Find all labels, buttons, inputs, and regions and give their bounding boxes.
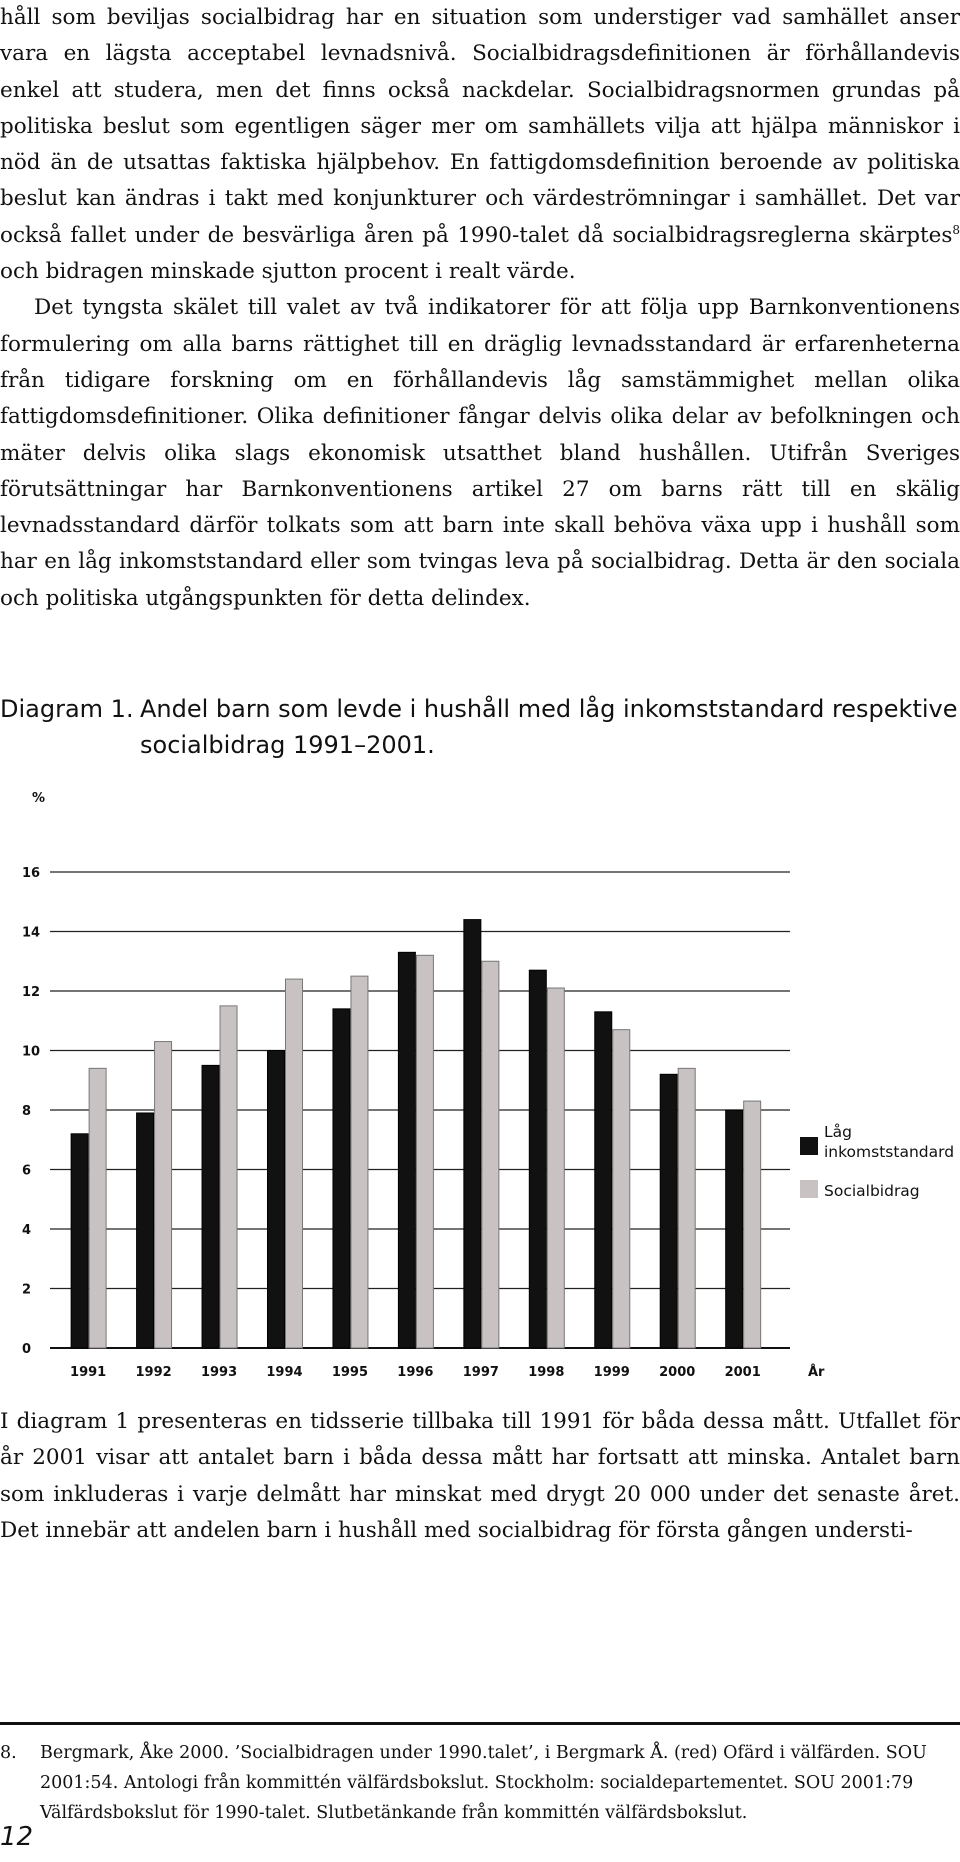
- y-tick-label: 16: [22, 866, 41, 881]
- footnote-number: 8.: [0, 1743, 17, 1763]
- bar-socialbidrag: [416, 955, 433, 1348]
- y-tick-label: 2: [22, 1282, 32, 1298]
- y-axis-unit-label: %: [32, 791, 46, 806]
- footnote-text: Bergmark, Åke 2000. ’Socialbidragen under 1990.talet’, i Bergmark Å. (red) Ofärd i välfärden. SOU 2001:54. Antologi från kommittén välfärdsbokslut. Stockholm: socialdepartementet. SOU 2001:79 Välfärdsbokslut för 1990-talet. Slutbetänkande från kommittén välfärdsbokslut.: [40, 1743, 927, 1823]
- x-tick-label: 1992: [135, 1365, 172, 1380]
- legend-label-lag: Låg: [824, 1123, 852, 1141]
- x-tick-label: 1994: [266, 1365, 303, 1380]
- bar-socialbidrag: [613, 1030, 630, 1348]
- bar-socialbidrag: [351, 976, 368, 1348]
- legend-label-socialbidrag: Socialbidrag: [824, 1182, 920, 1200]
- bar-chart: [0, 780, 960, 1400]
- caption-label: Diagram 1.: [0, 695, 134, 723]
- paragraph-3: I diagram 1 presenteras en tidsserie tillbaka till 1991 för båda dessa mått. Utfallet för år 2001 visar att antalet barn i båda dessa mått har fortsatt att minska. Antalet barn som inkluderas i varje delmått har minskat med drygt 20 000 under det senaste året. Det innebär att andelen barn i hushåll med socialbidrag för första gången understi-: [0, 1409, 960, 1543]
- bar-lag-inkomststandard: [202, 1065, 219, 1348]
- caption-text: Andel barn som levde i hushåll med låg inkomststandard respektive socialbidrag 1991–2001.: [140, 695, 958, 759]
- bar-socialbidrag: [89, 1068, 106, 1348]
- y-tick-label: 6: [22, 1163, 32, 1179]
- x-tick-label: 2000: [659, 1365, 696, 1380]
- bar-lag-inkomststandard: [529, 970, 546, 1348]
- bar-socialbidrag: [678, 1068, 695, 1348]
- paragraph-2: Det tyngsta skälet till valet av två indikatorer för att följa upp Barnkonventionens formulering om alla barns rättighet till en dräglig levnadsstandard är erfarenheterna från tidigare forskning om en förhållandevis låg samstämmighet mellan olika fattigdomsdefinitioner. Olika definitioner fångar delvis olika delar av befolkningen och mäter delvis olika slags ekonomisk utsatthet bland hushållen. Utifrån Sveriges förutsättningar har Barnkonventionens artikel 27 om barns rätt till en skälig levnadsstandard därför tolkats som att barn inte skall behöva växa upp i hushåll som har en låg inkomststandard eller som tvingas leva på socialbidrag. Detta är den sociala och politiska utgångspunkten för detta delindex.: [0, 295, 960, 611]
- x-tick-label: 1993: [200, 1365, 238, 1380]
- y-tick-label: 10: [22, 1044, 41, 1060]
- x-tick-label: 1996: [397, 1365, 434, 1380]
- body-text-bottom: [0, 1404, 960, 1549]
- paragraph-1-text: håll som beviljas socialbidrag har en situation som understiger vad samhället anser vara en lägsta acceptabel levnadsnivå. Socialbidragsdefinitionen är förhållandevis enkel att studera, men det finns också nackdelar. Socialbidragsnormen grundas på politiska beslut som egentligen säger mer om samhällets vilja att hjälpa människor i nöd än de utsattas faktiska hjälpbehov. En fattigdomsdefinition beroende av politiska beslut kan ändras i takt med konjunkturer och värdeströmningar i samhället. Det var också fallet under de besvärliga åren på 1990-talet då socialbidragsreglerna skärptes: [0, 5, 960, 248]
- page-number: 12: [0, 1822, 34, 1852]
- bar-lag-inkomststandard: [595, 1012, 612, 1348]
- bar-lag-inkomststandard: [137, 1113, 154, 1348]
- x-tick-label: 1997: [462, 1365, 499, 1380]
- footnote-divider: [0, 1722, 960, 1725]
- bar-lag-inkomststandard: [660, 1074, 677, 1348]
- body-text-top: [0, 0, 960, 617]
- bar-socialbidrag: [155, 1042, 172, 1348]
- legend-swatch-socialbidrag: [800, 1180, 818, 1198]
- x-tick-label: 1999: [593, 1365, 630, 1380]
- x-tick-label: 1995: [331, 1365, 369, 1380]
- bar-socialbidrag: [285, 979, 302, 1348]
- legend-label-inkomststandard: inkomststandard: [824, 1143, 955, 1161]
- bar-socialbidrag: [482, 961, 499, 1348]
- bar-lag-inkomststandard: [333, 1009, 350, 1348]
- y-tick-label: 8: [22, 1104, 32, 1119]
- bar-lag-inkomststandard: [726, 1110, 743, 1348]
- bar-socialbidrag: [744, 1101, 761, 1348]
- y-tick-label: 12: [22, 985, 41, 1000]
- x-tick-label: 1998: [528, 1365, 565, 1380]
- x-tick-label: 2001: [724, 1365, 761, 1380]
- y-tick-label: 4: [22, 1223, 32, 1238]
- y-tick-label: 0: [22, 1342, 32, 1357]
- footnote-reference[interactable]: 8: [952, 222, 960, 237]
- bar-lag-inkomststandard: [398, 952, 415, 1348]
- bar-lag-inkomststandard: [267, 1051, 284, 1349]
- x-axis-label: År: [808, 1365, 825, 1380]
- paragraph-1-end: och bidragen minskade sjutton procent i realt värde.: [0, 259, 576, 285]
- bar-socialbidrag: [547, 988, 564, 1348]
- legend-swatch-lag-inkomststandard: [800, 1137, 818, 1155]
- bar-socialbidrag: [220, 1006, 237, 1348]
- bar-lag-inkomststandard: [71, 1134, 88, 1348]
- y-tick-label: 14: [22, 925, 41, 941]
- paragraph-1: [0, 0, 960, 290]
- x-tick-label: 1991: [70, 1365, 107, 1380]
- bar-lag-inkomststandard: [464, 920, 481, 1348]
